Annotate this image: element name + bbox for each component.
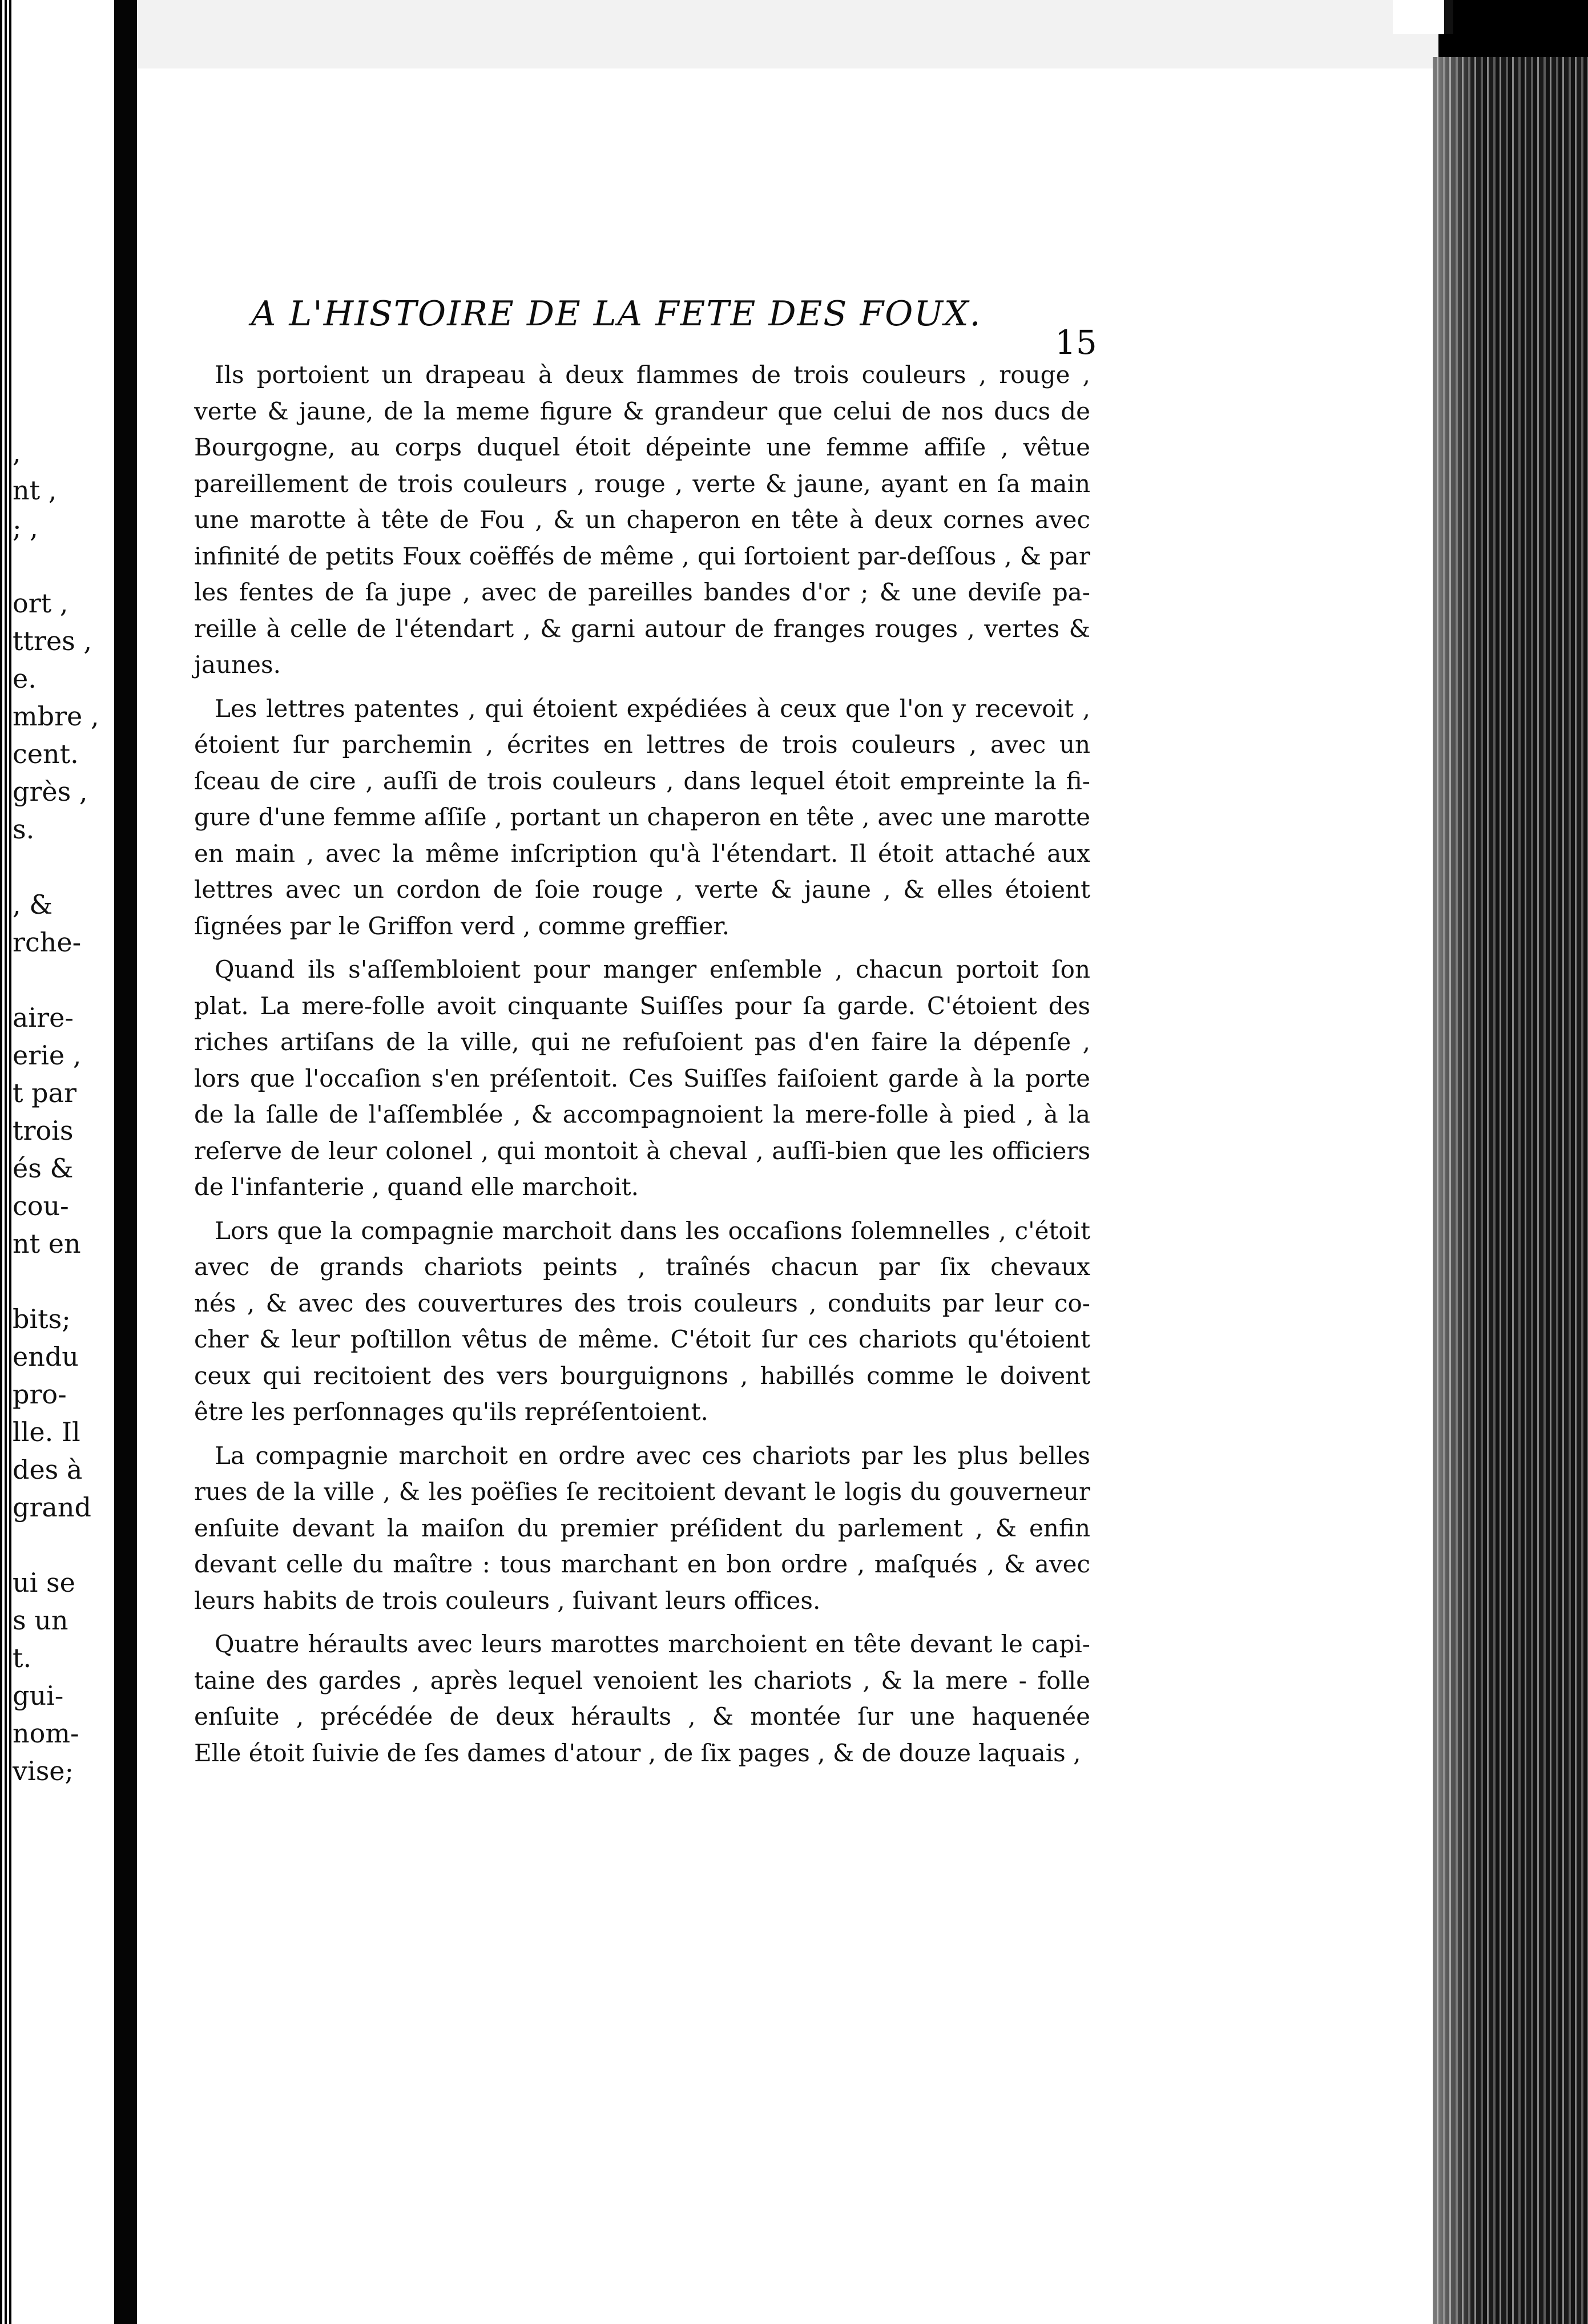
paragraph [194,357,1090,683]
top-right-corner [1393,0,1453,34]
body-text [194,357,1090,1778]
left-fragment-line: erie , [13,1040,82,1071]
left-fragment-line: ort , [13,588,68,619]
left-fragment-line [13,1262,114,1300]
left-fragment-line: des à [13,1454,83,1485]
left-fragment-line: grès , [13,776,88,807]
text-line: taine des gardes , après lequel venoient les chariots , & la mere - folle [194,1666,1090,1694]
left-fragment-line: és & [13,1153,74,1184]
left-fragment-line: rche- [13,927,82,958]
text-line: Les lettres patentes , qui étoient expédiées à ceux que l'on y recevoit , [215,694,1090,723]
left-fragment-line: ui se [13,1567,75,1598]
left-fragment-line: s un [13,1605,68,1636]
text-line: plat. La mere-folle avoit cinquante Suiſſes pour ſa garde. C'étoient des [194,991,1090,1020]
left-fragment-line [13,547,114,584]
text-line: étoient ſur parchemin , écrites en lettres de trois couleurs , avec un [194,731,1090,758]
left-fragment-line: , & [13,889,53,920]
left-fragment-line: nt , [13,475,57,506]
text-line: en main , avec la même inſcription qu'à l'étendart. Il étoit attaché aux [194,839,1090,868]
text-line: Ils portoient un drapeau à deux flammes de trois couleurs , rouge , [215,361,1090,389]
text-line: être les perſonnages qu'ils repréſentoient. [194,1398,708,1426]
left-fragment-line: cent. [13,739,79,769]
text-line: Lors que la compagnie marchoit dans les occaſions ſolemnelles , c'étoit [215,1216,1090,1245]
text-line: de l'infanterie , quand elle marchoit. [194,1173,639,1201]
text-line: les fentes de ſa jupe , avec de pareilles bandes d'or ; & une deviſe pa- [194,578,1090,606]
left-fragment-line: gui- [13,1680,64,1711]
text-line: ceux qui recitoient des vers bourguignons , habillés comme le doivent [194,1361,1090,1390]
left-fragment-line: grand [13,1492,91,1523]
left-fragment-line: pro- [13,1379,67,1410]
left-fragment-line: endu [13,1341,79,1372]
left-fragment-line: trois [13,1115,74,1146]
text-line: verte & jaune, de la meme figure & grandeur que celui de nos ducs de [194,397,1090,425]
left-fragment-line: ; , [13,513,38,543]
text-line: La compagnie marchoit en ordre avec ces chariots par les plus belles [215,1441,1090,1470]
text-line: ſceau de cire , auſſi de trois couleurs , dans lequel étoit empreinte la fi- [194,766,1090,795]
left-fragment-line: ttres , [13,626,92,656]
left-fragment-line: lle. Il [13,1417,80,1447]
book-edge-shade [1433,57,1478,2324]
paragraph [194,1213,1090,1430]
left-fragment-line: aire- [13,1002,74,1033]
text-line: lettres avec un cordon de ſoie rouge , verte & jaune , & elles étoient [194,875,1090,903]
paragraph [194,691,1090,945]
left-fragment-line: , [13,437,21,468]
left-fragment-line: bits; [13,1304,71,1334]
text-line: enſuite devant la maiſon du premier préſident du parlement , & enfin [194,1514,1090,1542]
text-line: reille à celle de l'étendart , & garni autour de franges rouges , vertes & [194,614,1090,643]
left-fragment-line [13,1526,114,1564]
left-page-edge [0,0,13,2324]
left-fragment-line: nt en [13,1228,81,1259]
text-line: leurs habits de trois couleurs , ſuivant leurs offices. [194,1586,821,1615]
left-fragment-line [13,848,114,886]
left-fragment-line: vise; [13,1756,74,1786]
left-fragment-line: t par [13,1078,76,1108]
text-line: lors que l'occaſion s'en préſentoit. Ces Suiſſes faiſoient garde à la porte [194,1064,1090,1092]
text-line: rues de la ville , & les poëſies ſe recitoient devant le logis du gouverneur [194,1478,1090,1506]
text-line: gure d'une femme aſſiſe , portant un chaperon en tête , avec une marotte [194,803,1090,831]
left-fragment-line: e. [13,663,37,694]
left-fragment-line: t. [13,1643,32,1673]
left-fragment-line: mbre , [13,701,99,732]
text-line: avec de grands chariots peints , traînés chacun par ſix chevaux [194,1253,1090,1281]
text-line: une marotte à tête de Fou , & un chaperon en tête à deux cornes avec [194,506,1090,534]
book-gutter [114,0,137,2324]
left-fragment-line: cou- [13,1191,69,1221]
page-number: 15 [1055,323,1097,362]
text-line: nés , & avec des couvertures des trois couleurs , conduits par leur co- [194,1289,1090,1317]
left-fragment-line: nom- [13,1718,79,1749]
text-line: Bourgogne, au corps duquel étoit dépeinte une femme affiſe , vêtue [194,433,1090,461]
paragraph [194,951,1090,1205]
text-line: reſerve de leur colonel , qui montoit à cheval , auſſi-bien que les officiers [194,1136,1090,1165]
text-line: cher & leur poſtillon vêtus de même. C'étoit ſur ces chariots qu'étoient [194,1325,1090,1353]
text-line: Elle étoit ſuivie de ſes dames d'atour , de ſix pages , & de douze laquais , [194,1738,1081,1767]
paragraph [194,1626,1090,1771]
left-page-text-fragments [13,434,114,1790]
text-line: devant celle du maître : tous marchant en bon ordre , maſqués , & avec [194,1550,1090,1578]
left-fragment-line [13,961,114,999]
text-line: infinité de petits Foux coëffés de même , qui ſortoient par-deſſous , & par [194,542,1090,570]
text-line: ſignées par le Griffon verd , comme greffier. [194,911,730,940]
top-margin [137,0,1438,68]
left-fragment-line: s. [13,814,35,845]
left-facing-page [0,0,114,2324]
text-line: riches artiſans de la ville, qui ne refuſoient pas d'en faire la dépenſe , [194,1028,1090,1056]
paragraph [194,1438,1090,1619]
text-line: Quand ils s'aſſembloient pour manger enſemble , chacun portoit ſon [215,955,1090,983]
text-line: pareillement de trois couleurs , rouge , verte & jaune, ayant en ſa main [194,469,1090,498]
text-line: jaunes. [194,651,281,679]
text-line: de la ſalle de l'aſſemblée , & accompagnoient la mere-folle à pied , à la [194,1100,1090,1128]
text-line: Quatre héraults avec leurs marottes marchoient en tête devant le capi- [215,1630,1090,1658]
text-line: enſuite , précédée de deux héraults , & montée ſur une haquenée [194,1702,1090,1730]
running-head-title: A L'HISTOIRE DE LA FETE DES FOUX. [251,294,982,334]
